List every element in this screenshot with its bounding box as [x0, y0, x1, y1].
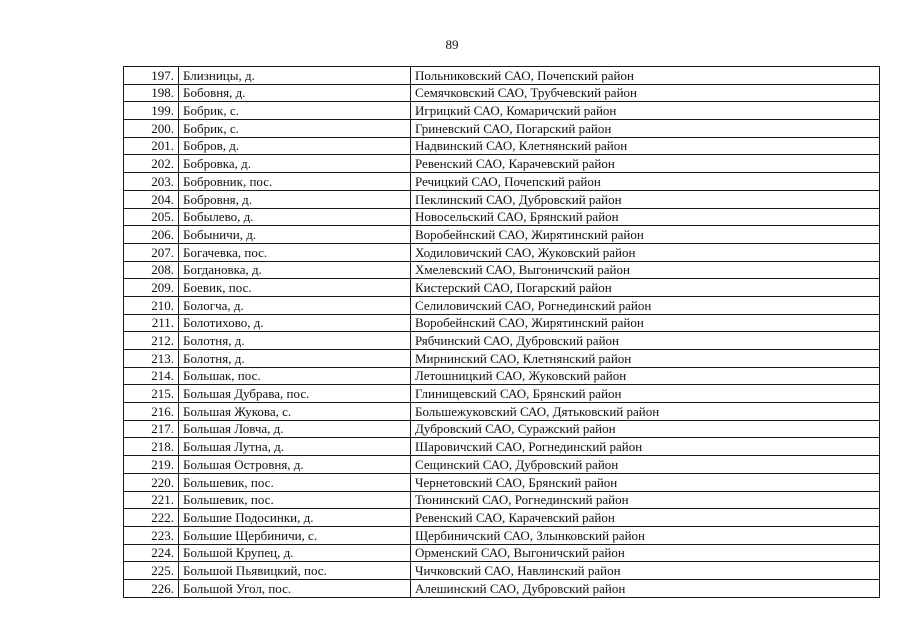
district-name: Сещинский САО, Дубровский район [411, 456, 880, 474]
district-name: Семячковский САО, Трубчевский район [411, 84, 880, 102]
settlement-name: Бобровник, пос. [179, 173, 411, 191]
row-number: 221. [124, 491, 179, 509]
table-row [124, 385, 880, 403]
table-row [124, 403, 880, 421]
table-row [124, 456, 880, 474]
district-name: Щербиничский САО, Злынковский район [411, 526, 880, 544]
row-number: 201. [124, 137, 179, 155]
table-row [124, 579, 880, 597]
row-number: 225. [124, 562, 179, 580]
settlement-name: Болотня, д. [179, 350, 411, 368]
table-body [124, 67, 880, 598]
table-row [124, 332, 880, 350]
table-row [124, 208, 880, 226]
row-number: 223. [124, 526, 179, 544]
row-number: 218. [124, 438, 179, 456]
row-number: 209. [124, 279, 179, 297]
table-row [124, 367, 880, 385]
settlement-name: Большой Угол, пос. [179, 579, 411, 597]
row-number: 202. [124, 155, 179, 173]
settlement-name: Бобрик, с. [179, 120, 411, 138]
row-number: 207. [124, 243, 179, 261]
district-name: Шаровичский САО, Рогнединский район [411, 438, 880, 456]
settlement-name: Болотня, д. [179, 332, 411, 350]
settlement-name: Бобровня, д. [179, 190, 411, 208]
table-row [124, 473, 880, 491]
row-number: 211. [124, 314, 179, 332]
district-name: Надвинский САО, Клетнянский район [411, 137, 880, 155]
district-name: Ходиловичский САО, Жуковский район [411, 243, 880, 261]
settlement-name: Большая Лутна, д. [179, 438, 411, 456]
district-name: Воробейнский САО, Жирятинский район [411, 226, 880, 244]
table-row [124, 544, 880, 562]
row-number: 208. [124, 261, 179, 279]
district-name: Тюнинский САО, Рогнединский район [411, 491, 880, 509]
district-name: Ревенский САО, Карачевский район [411, 155, 880, 173]
settlement-name: Большая Ловча, д. [179, 420, 411, 438]
settlement-name: Большие Щербиничи, с. [179, 526, 411, 544]
district-name: Алешинский САО, Дубровский район [411, 579, 880, 597]
settlement-name: Бобылево, д. [179, 208, 411, 226]
settlement-name: Близницы, д. [179, 67, 411, 85]
table-row [124, 120, 880, 138]
row-number: 206. [124, 226, 179, 244]
district-name: Игрицкий САО, Комаричский район [411, 102, 880, 120]
district-name: Кистерский САО, Погарский район [411, 279, 880, 297]
settlement-name: Большой Пьявицкий, пос. [179, 562, 411, 580]
row-number: 205. [124, 208, 179, 226]
district-name: Чернетовский САО, Брянский район [411, 473, 880, 491]
settlement-name: Богдановка, д. [179, 261, 411, 279]
settlement-name: Большая Островня, д. [179, 456, 411, 474]
settlement-name: Бобров, д. [179, 137, 411, 155]
table-row [124, 243, 880, 261]
settlement-name: Бобовня, д. [179, 84, 411, 102]
table-row [124, 155, 880, 173]
district-name: Гриневский САО, Погарский район [411, 120, 880, 138]
district-name: Орменский САО, Выгоничский район [411, 544, 880, 562]
settlement-name: Боевик, пос. [179, 279, 411, 297]
table-row [124, 562, 880, 580]
district-name: Чичковский САО, Навлинский район [411, 562, 880, 580]
row-number: 226. [124, 579, 179, 597]
district-name: Селиловичский САО, Рогнединский район [411, 296, 880, 314]
table-row [124, 173, 880, 191]
table-row [124, 509, 880, 527]
row-number: 197. [124, 67, 179, 85]
table-row [124, 438, 880, 456]
settlement-name: Большевик, пос. [179, 473, 411, 491]
table-row [124, 420, 880, 438]
settlement-name: Большевик, пос. [179, 491, 411, 509]
district-name: Польниковский САО, Почепский район [411, 67, 880, 85]
settlement-name: Богачевка, пос. [179, 243, 411, 261]
table-row [124, 102, 880, 120]
page-number: 89 [445, 37, 459, 52]
table-row [124, 67, 880, 85]
row-number: 198. [124, 84, 179, 102]
table-row [124, 84, 880, 102]
district-name: Речицкий САО, Почепский район [411, 173, 880, 191]
row-number: 216. [124, 403, 179, 421]
row-number: 199. [124, 102, 179, 120]
table-row [124, 137, 880, 155]
settlement-name: Бобрик, с. [179, 102, 411, 120]
row-number: 224. [124, 544, 179, 562]
table-row [124, 350, 880, 368]
district-name: Ревенский САО, Карачевский район [411, 509, 880, 527]
district-name: Мирнинский САО, Клетнянский район [411, 350, 880, 368]
district-name: Рябчинский САО, Дубровский район [411, 332, 880, 350]
table-row [124, 314, 880, 332]
settlement-name: Большая Жукова, с. [179, 403, 411, 421]
settlement-name: Большак, пос. [179, 367, 411, 385]
row-number: 219. [124, 456, 179, 474]
settlement-name: Большие Подосинки, д. [179, 509, 411, 527]
district-name: Дубровский САО, Суражский район [411, 420, 880, 438]
table-row [124, 296, 880, 314]
table-row [124, 261, 880, 279]
row-number: 215. [124, 385, 179, 403]
settlement-name: Большая Дубрава, пос. [179, 385, 411, 403]
row-number: 220. [124, 473, 179, 491]
settlement-name: Большой Крупец, д. [179, 544, 411, 562]
row-number: 203. [124, 173, 179, 191]
settlement-name: Бобровка, д. [179, 155, 411, 173]
row-number: 212. [124, 332, 179, 350]
district-name: Пеклинский САО, Дубровский район [411, 190, 880, 208]
settlement-name: Бологча, д. [179, 296, 411, 314]
table-row [124, 526, 880, 544]
district-name: Глинищевский САО, Брянский район [411, 385, 880, 403]
district-name: Хмелевский САО, Выгоничский район [411, 261, 880, 279]
row-number: 204. [124, 190, 179, 208]
settlement-table [123, 66, 880, 598]
row-number: 214. [124, 367, 179, 385]
row-number: 200. [124, 120, 179, 138]
district-name: Воробейнский САО, Жирятинский район [411, 314, 880, 332]
row-number: 210. [124, 296, 179, 314]
table-row [124, 279, 880, 297]
district-name: Летошницкий САО, Жуковский район [411, 367, 880, 385]
row-number: 213. [124, 350, 179, 368]
table-row [124, 190, 880, 208]
table-row [124, 491, 880, 509]
settlement-name: Болотихово, д. [179, 314, 411, 332]
table-row [124, 226, 880, 244]
settlement-name: Бобыничи, д. [179, 226, 411, 244]
row-number: 222. [124, 509, 179, 527]
district-name: Большежуковский САО, Дятьковский район [411, 403, 880, 421]
district-name: Новосельский САО, Брянский район [411, 208, 880, 226]
row-number: 217. [124, 420, 179, 438]
